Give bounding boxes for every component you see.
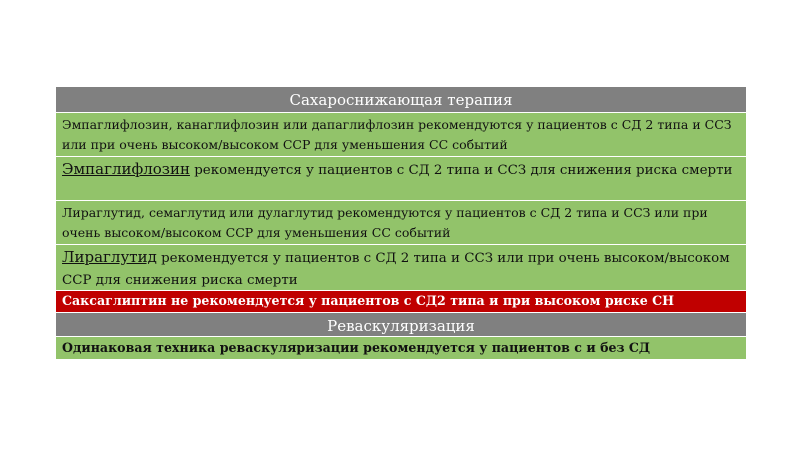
header-glucose-lowering-therapy: Сахароснижающая терапия — [56, 87, 746, 113]
row-glp1-agonists: Лираглутид, семаглутид или дулаглутид рекомендуются у пациентов с СД 2 типа и ССЗ или при очень высоком/высоком ССР для уменьшения СС событий — [56, 201, 746, 245]
row-empagliflozin — [56, 157, 746, 201]
header-revascularization: Реваскуляризация — [56, 313, 746, 337]
recommendations-table — [56, 87, 746, 360]
row-sglt2-inhibitors: Эмпаглифлозин, канаглифлозин или дапаглифлозин рекомендуются у пациентов с СД 2 типа и ССЗ или при очень высоком/высоком ССР для уменьшения СС событий — [56, 113, 746, 157]
row-empagliflozin-text: рекомендуется у пациентов с СД 2 типа и ССЗ для снижения риска смерти — [189, 163, 733, 178]
row-saxagliptin-warning: Саксаглиптин не рекомендуется у пациентов с СД2 типа и при высоком риске СН — [56, 291, 746, 313]
row-liraglutide-text: рекомендуется у пациентов с СД 2 типа и ССЗ или при очень высоком/высоком ССР для снижения риска смерти — [62, 251, 730, 288]
drug-name-empagliflozin: Эмпаглифлозин — [62, 160, 190, 178]
drug-name-liraglutide: Лираглутид — [62, 248, 157, 266]
row-revascularization: Одинаковая техника реваскуляризации рекомендуется у пациентов с и без СД — [56, 337, 746, 360]
row-liraglutide — [56, 245, 746, 291]
